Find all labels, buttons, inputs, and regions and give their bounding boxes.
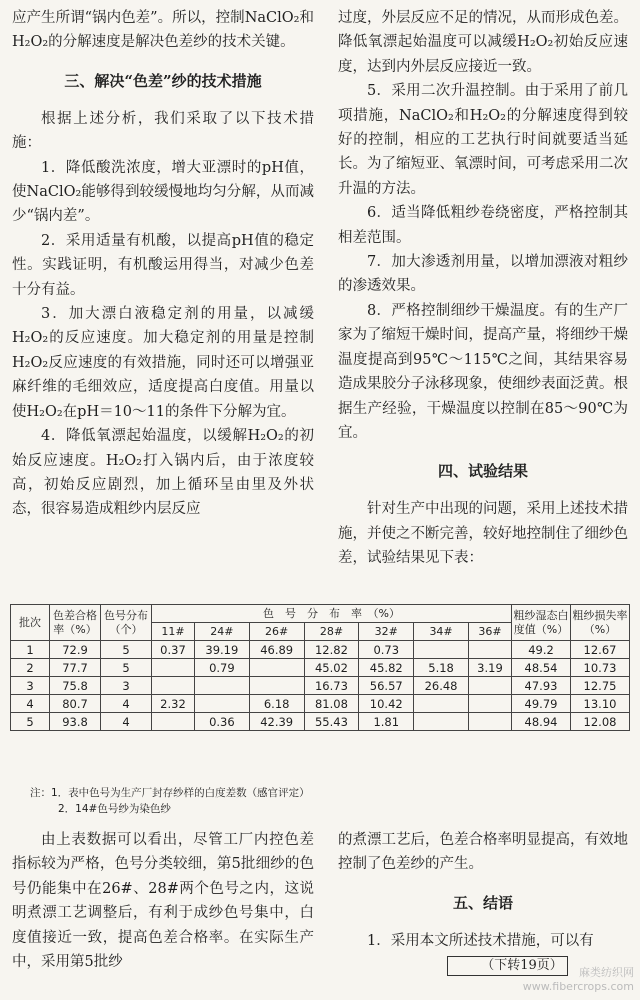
analysis-paragraph: 根据上述分析，我们采取了以下技术措施： xyxy=(12,110,314,152)
table-cell: 48.54 xyxy=(512,659,571,677)
table-row xyxy=(11,695,630,713)
measure-3: 3．加大漂白液稳定剂的用量，以减缓H₂O₂的反应速度。加大稳定剂的用量是控制H₂O₂反应速度的有效措施，同时还可以增强亚麻纤维的毛细效应，适度提高白度值。用量以使H₂O₂在pH＝10～11的条件下分解为宜。 xyxy=(12,306,314,420)
table-cell: 93.8 xyxy=(50,713,101,731)
table-cell: 45.82 xyxy=(359,659,414,677)
section-3-heading: 三、解决“色差”纱的技术措施 xyxy=(64,71,262,90)
table-cell: 81.08 xyxy=(304,695,359,713)
measure-8: 8．严格控制细纱干燥温度。有的生产厂家为了缩短干燥时间，提高产量，将细纱干燥温度提高到95℃～115℃之间，其结果容易造成果胶分子泳移现象，使细纱表面泛黄。根据生产经验，干燥温度以控制在85～90℃为宜。 xyxy=(338,302,628,441)
header-loss-rate: 粗纱损失率（%） xyxy=(571,605,630,641)
table-cell: 16.73 xyxy=(304,677,359,695)
table-cell: 3 xyxy=(11,677,50,695)
header-batch: 批次 xyxy=(11,605,50,641)
table-cell: 72.9 xyxy=(50,641,101,659)
measure-1: 1．降低酸洗浓度，增大亚漂时的pH值，使NaClO₂能够得到较缓慢地均匀分解，从而减少“锅内差”。 xyxy=(12,159,314,225)
table-cell: 4 xyxy=(11,695,50,713)
table-row xyxy=(11,713,630,731)
table-cell xyxy=(414,713,469,731)
table-cell: 5.18 xyxy=(414,659,469,677)
table-cell: 49.79 xyxy=(512,695,571,713)
table-cell: 10.42 xyxy=(359,695,414,713)
table-cell: 4 xyxy=(101,695,152,713)
intro-paragraph: 应产生所谓“锅内色差”。所以，控制NaClO₂和H₂O₂的分解速度是解决色差纱的技术关键。 xyxy=(12,10,314,51)
table-cell: 4 xyxy=(101,713,152,731)
table-cell: 48.94 xyxy=(512,713,571,731)
watermark-line-1: 麻类纺织网 xyxy=(579,966,634,979)
table-row xyxy=(11,659,630,677)
table-cell: 13.10 xyxy=(571,695,630,713)
table-cell xyxy=(414,695,469,713)
header-shade: 11# xyxy=(152,623,195,641)
table-cell: 0.36 xyxy=(194,713,249,731)
table-row xyxy=(11,641,630,659)
header-shade: 34# xyxy=(414,623,469,641)
header-shade: 36# xyxy=(468,623,511,641)
table-cell: 46.89 xyxy=(249,641,304,659)
table-cell xyxy=(152,713,195,731)
table-cell: 12.67 xyxy=(571,641,630,659)
table-cell xyxy=(468,641,511,659)
conclusion-1-text: 1．采用本文所述技术措施，可以有 xyxy=(367,932,594,949)
table-cell xyxy=(249,659,304,677)
measure-7: 7．加大渗透剂用量，以增加漂液对粗纱的渗透效果。 xyxy=(338,254,628,295)
table-cell xyxy=(152,677,195,695)
left-column-top xyxy=(12,6,314,522)
table-cell: 56.57 xyxy=(359,677,414,695)
measure-5: 5．采用二次升温控制。由于采用了前几项措施，NaClO₂和H₂O₂的分解速度得到较好的控制，相应的工艺执行时间就要适当延长。为了缩短亚、氧漂时间，可考虑采用二次升温的方法。 xyxy=(338,83,628,197)
table-cell: 26.48 xyxy=(414,677,469,695)
right-column-top xyxy=(338,6,628,571)
table-cell: 0.73 xyxy=(359,641,414,659)
table-cell: 80.7 xyxy=(50,695,101,713)
header-whiteness: 粗纱湿态白度值（%） xyxy=(512,605,571,641)
header-shade-distribution: 色 号 分 布 率 （%） xyxy=(152,605,512,623)
header-shade: 32# xyxy=(359,623,414,641)
table-cell: 5 xyxy=(101,641,152,659)
header-shade: 26# xyxy=(249,623,304,641)
table-cell: 47.93 xyxy=(512,677,571,695)
table-cell: 12.08 xyxy=(571,713,630,731)
results-paragraph: 针对生产中出现的问题，采用上述技术措施，并使之不断完善，较好地控制住了细纱色差，试验结果见下表： xyxy=(338,501,628,567)
header-shade: 24# xyxy=(194,623,249,641)
page-ref: （下转19页） xyxy=(447,956,568,976)
note-1: 注：1．表中色号为生产厂封存纱样的白度差数（感官评定） xyxy=(30,787,310,799)
table-cell: 12.82 xyxy=(304,641,359,659)
table-cell: 10.73 xyxy=(571,659,630,677)
table-cell: 77.7 xyxy=(50,659,101,677)
measure-4: 4．降低氧漂起始温度，以缓解H₂O₂的初始反应速度。H₂O₂打入锅内后，由于浓度较高，初始反应剧烈，加上循环呈由里及外状态，很容易造成粗纱内层反应 xyxy=(12,428,314,518)
table-cell: 1.81 xyxy=(359,713,414,731)
table-cell xyxy=(468,677,511,695)
table-cell: 45.02 xyxy=(304,659,359,677)
continuation-paragraph-2: 的煮漂工艺后，色差合格率明显提高，有效地控制了色差纱的产生。 xyxy=(338,832,628,873)
measure-6: 6．适当降低粗纱卷绕密度，严格控制其相差范围。 xyxy=(338,205,628,246)
table-notes xyxy=(30,785,630,817)
table-cell: 3.19 xyxy=(468,659,511,677)
table-cell: 2 xyxy=(11,659,50,677)
table-cell: 6.18 xyxy=(249,695,304,713)
table-cell xyxy=(194,695,249,713)
continuation-paragraph: 过度，外层反应不足的情况，从而形成色差。降低氧漂起始温度可以减缓H₂O₂初始反应速度，达到内外层反应接近一致。 xyxy=(338,10,628,75)
table-cell xyxy=(194,677,249,695)
table-cell xyxy=(468,713,511,731)
table-cell: 55.43 xyxy=(304,713,359,731)
table-cell: 1 xyxy=(11,641,50,659)
table-cell: 5 xyxy=(11,713,50,731)
watermark-line-2: www.fibercrops.com xyxy=(522,980,634,993)
table-analysis-paragraph: 由上表数据可以看出，尽管工厂内控色差指标较为严格，色号分类较细，第5批细纱的色号仍能集中在26#、28#两个色号之内，这说明煮漂工艺调整后，有利于成纱色号集中，白度值接近一致，提高色差合格率。在实际生产中，采用第5批纱 xyxy=(12,832,314,971)
table-cell: 0.79 xyxy=(194,659,249,677)
table-cell: 12.75 xyxy=(571,677,630,695)
note-2: 2．14#色号纱为染色纱 xyxy=(58,803,171,815)
section-5-heading: 五、结语 xyxy=(452,893,513,912)
results-table xyxy=(10,604,630,731)
header-shade: 28# xyxy=(304,623,359,641)
table-cell: 5 xyxy=(101,659,152,677)
left-column-bottom xyxy=(12,828,314,974)
table-cell xyxy=(468,695,511,713)
table-cell xyxy=(152,659,195,677)
table-row xyxy=(11,677,630,695)
table-cell: 0.37 xyxy=(152,641,195,659)
table-cell: 2.32 xyxy=(152,695,195,713)
table-cell: 39.19 xyxy=(194,641,249,659)
measure-2: 2．采用适量有机酸，以提高pH值的稳定性。实践证明，有机酸运用得当，对减少色差十分有益。 xyxy=(12,232,314,298)
right-column-bottom xyxy=(338,828,628,978)
watermark xyxy=(523,966,634,994)
table-cell xyxy=(414,641,469,659)
table-cell: 75.8 xyxy=(50,677,101,695)
section-4-heading: 四、试验结果 xyxy=(437,462,528,481)
header-shade-count: 色号分布（个） xyxy=(101,605,152,641)
header-pass-rate: 色差合格率（%） xyxy=(50,605,101,641)
table-cell: 42.39 xyxy=(249,713,304,731)
table-cell xyxy=(249,677,304,695)
table-cell: 49.2 xyxy=(512,641,571,659)
table-cell: 3 xyxy=(101,677,152,695)
